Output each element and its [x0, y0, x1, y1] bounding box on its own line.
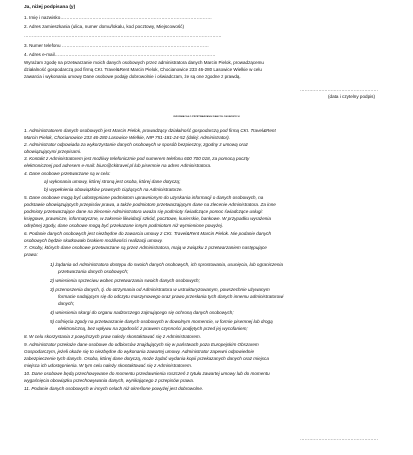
body-line: elektronicznej pod adresem e-mail: biuro@ckitravel.pl lub pisemnie na adres Administratora. — [24, 163, 212, 168]
consent-line: działalność gospodarczą pod firmą CKI. Travel&Rent Marcin Pielok, Chocianowice 233 46-280 Lasowice Wielkie w celu — [24, 67, 262, 72]
body-line: wygaśnięcia obowiązku przechowywania danych, wynikającego z przepisów prawa. — [24, 378, 195, 383]
body-line: elektroniczną, bez wpływu na zgodność z prawem czynności podjętych przed jej wycofaniem; — [58, 326, 248, 331]
body-line: 4. Dane osobowe przetwarzane są w celu: — [24, 171, 111, 176]
body-line: odrębnej zgody, dane osobowe mogą być przekazane innym podmiotom niż wymienione powyżej. — [24, 223, 224, 228]
body-line: 3. Kontakt z Administratorem jest możliwy telefonicznie pod numerem telefonu 600 700 018, za pomocą poczty — [24, 156, 250, 161]
body-line: obowiązującymi przepisami. — [24, 149, 82, 154]
body-line: podmioty przetwarzające dane na zlecenie Administratora uważa się podmioty świadczące pomoc świadczące usługi: — [24, 209, 263, 214]
bottom-signature-dots: …………………………………………… — [300, 436, 379, 441]
body-line: miejsca ich udostępnienia. W tym celu należy skontaktować się z Administratorem. — [24, 363, 193, 368]
field-address[interactable]: 2. Adres zamieszkania (ulica, numer domu/lokalu, kod pocztowy, Miejscowość) — [24, 24, 184, 29]
body-line: zabezpieczenie tych danych. Osoba, której dane dotyczą, może żądać wydania kopii przekazanych danych oraz miejsca — [24, 356, 269, 361]
body-line: podstawie obowiązujących przepisów prawa, a także podmiotom przetwarzającym dane na zlecenie Administratora. Za inne — [24, 202, 276, 207]
body-line: 5) cofnięcia zgody na przetwarzanie danych osobowych w dowolnym momencie, w formie pisemnej lub drogą — [50, 319, 273, 324]
body-line: 9. Administrator przekaże dane osobowe do odbiorców znajdujących się w państwach poza Europejskim Obszarem — [24, 342, 259, 347]
body-line: 3) przenoszenia danych, tj. do otrzymania od Administratora w ustrukturyzowanym, powszechnie używanym — [50, 287, 270, 292]
body-line: 4) wniesienia skargi do organu nadzorczego zajmującego się ochroną danych osobowych; — [50, 310, 234, 315]
signature-label: (data i czytelny podpis) — [328, 94, 375, 99]
signature-dots: …………………………………………… — [300, 87, 379, 92]
consent-line: Wyrażam zgodę na przetwarzanie moich danych osobowych przez administratora danych Marcin Pielok, prowadzącemu — [24, 60, 264, 65]
body-line: 10. Dane osobowe będą przechowywane do momentu przedawnienia roszczeń z tytułu zawartej umowy lub do momentu — [24, 371, 270, 376]
body-line: 2) wniesienia sprzeciwu wobec przetwarzania swoich danych osobowych; — [50, 278, 200, 283]
body-line: Gospodarczym, jeżeli okaże się to niezbędne do wykonania zawartej umowy. Administrator zapewni odpowiednie — [24, 349, 255, 354]
field-address-continued[interactable]: ………………………………………………………………………………………………………………… — [24, 33, 222, 38]
body-line: 1) żądania od Administratora dostępu do swoich danych osobowych, ich sprostowania, usunięcia, lub ograniczenia — [50, 262, 283, 267]
consent-line: zawarcia i wykonania umowy Dane osobowe podaję dobrowolnie i oświadczam, że są one zgodne z prawdą. — [24, 74, 241, 79]
body-line: a) wykonania umowy, której stroną jest osoba, której dane dotyczą; — [44, 179, 181, 184]
body-line: prawa: — [24, 252, 38, 257]
body-line: 2. Administrator odpowiada za wykorzystanie danych osobowych w sposób bezpieczny, zgodny z umową oraz — [24, 142, 248, 147]
field-email[interactable]: 4. Adres e-mail…………………………………………………………………………………………… — [24, 52, 216, 57]
body-line: Marcin Pielok, Chocianowice 233 46-280 Lasowice Wielkie, NIP 751-181-24-52 (dalej: Administrator). — [24, 135, 230, 140]
body-line: osobowych będzie skutkowało brakiem możliwości realizacji umowy. — [24, 238, 163, 243]
body-line: 5. Dane osobowe mogą być udostępniane podmiotom uprawnionym do uzyskania informacji o danych osobowych, na — [24, 195, 264, 200]
body-line: 8. W celu skorzystania z powyższych praw należy skontaktować się z Administratorem. — [24, 334, 202, 339]
body-line: 6. Podanie danych osobowych jest niezbędne do zawarcia umowy z CKI. Travel&Rent Marcin Pielok. Nie podanie danych — [24, 231, 272, 236]
body-line: 7. Osoby, których dane osobowe przetwarzane są przez Administratora, mają w związku z przetwarzaniem następujące — [24, 245, 267, 250]
field-name[interactable]: 1. Imię i nazwisko……………………………………………………………………………………… — [24, 15, 212, 20]
form-title: Ja, niżej podpisana (y) — [24, 5, 76, 10]
body-line: b) wypełnienia obowiązków prawnych ciążących na Administratorze. — [44, 187, 183, 192]
body-line: 1. Administratorem danych osobowych jest Marcin Pielok, prowadzący działalność gospodarczą pod firmą CKI. Travel&Rent — [24, 128, 276, 133]
body-line: 11. Podanie danych osobowych w innych celach niż określone powyżej jest dobrowolne. — [24, 386, 204, 391]
body-line: przetwarzania danych osobowych; — [58, 269, 129, 274]
body-line: formacie nadającym się do odczytu maszynowego oraz prawo przesłania tych danych innemu administratorowi — [58, 294, 284, 299]
body-line: danych; — [58, 301, 75, 306]
section-heading: INFORMACJA O PRZETWARZANIU DANYCH OSOBOWYCH — [173, 116, 240, 118]
field-phone[interactable]: 3. Numer telefonu …………………………………………………………………………………… — [24, 43, 209, 48]
body-line: księgowe, prawnicze, informatyczne, w zakresie likwidacji szkód, pocztowe, kurierskie, bankowe. W przypadku wyrażenia — [24, 216, 271, 221]
